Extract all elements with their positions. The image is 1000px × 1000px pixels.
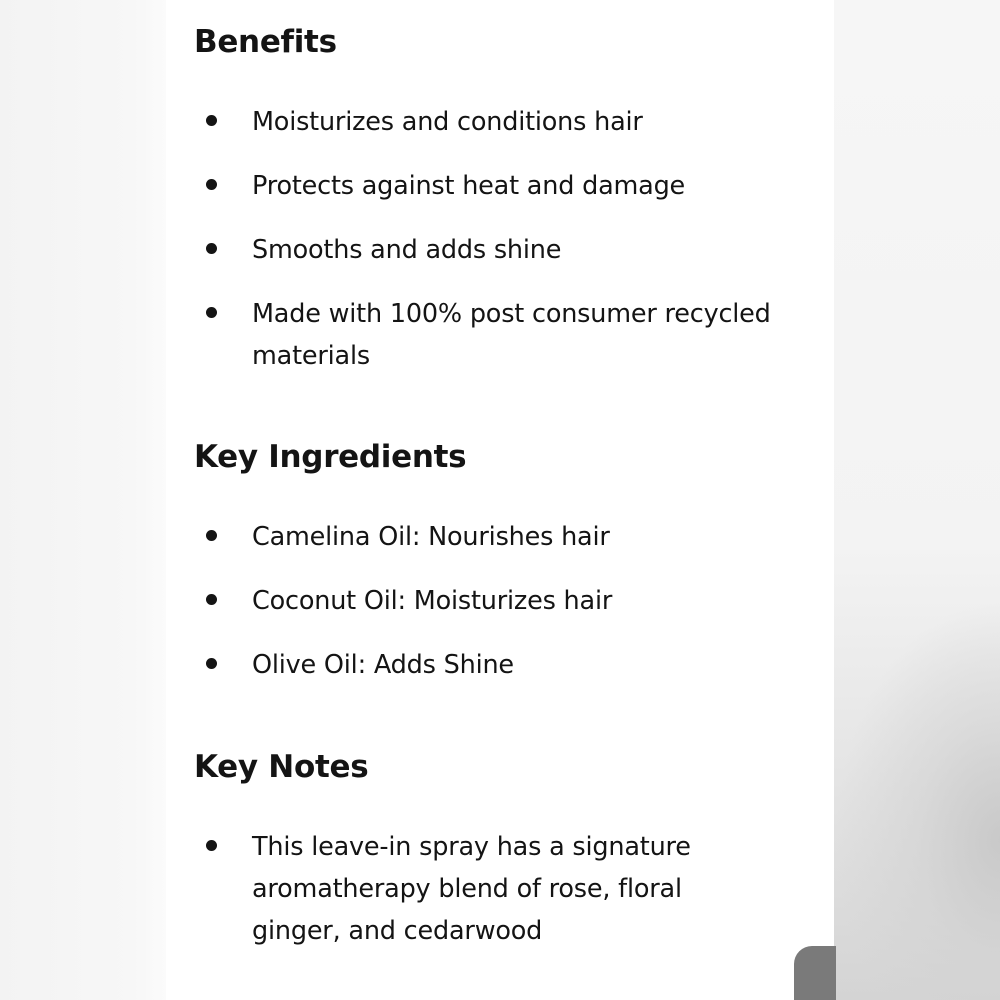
bullet-icon: [206, 179, 217, 190]
bullet-icon: [206, 840, 217, 851]
bullet-icon: [206, 530, 217, 541]
bullet-icon: [206, 594, 217, 605]
bullet-icon: [206, 243, 217, 254]
ingredient-text: Olive Oil: Adds Shine: [252, 650, 514, 680]
bullet-icon: [206, 307, 217, 318]
bullet-icon: [206, 115, 217, 126]
bullet-icon: [206, 658, 217, 669]
benefit-text: Protects against heat and damage: [252, 171, 686, 201]
ingredient-text: Camelina Oil: Nourishes hair: [252, 522, 610, 552]
benefit-text: Made with 100% post consumer recycled materials: [252, 299, 771, 371]
benefit-text: Smooths and adds shine: [252, 235, 562, 265]
product-details-panel: [166, 0, 834, 1000]
benefits-heading: Benefits: [194, 24, 337, 60]
benefit-text: Moisturizes and conditions hair: [252, 107, 643, 137]
key-ingredients-heading: Key Ingredients: [194, 439, 467, 475]
key-notes-heading: Key Notes: [194, 749, 369, 785]
left-background: [0, 0, 166, 1000]
ingredient-text: Coconut Oil: Moisturizes hair: [252, 586, 613, 616]
note-text: This leave-in spray has a signature aromatherapy blend of rose, floral ginger, and cedarwood: [252, 832, 691, 946]
scroll-handle[interactable]: [794, 946, 836, 1000]
right-background-shade: [834, 600, 1000, 1000]
